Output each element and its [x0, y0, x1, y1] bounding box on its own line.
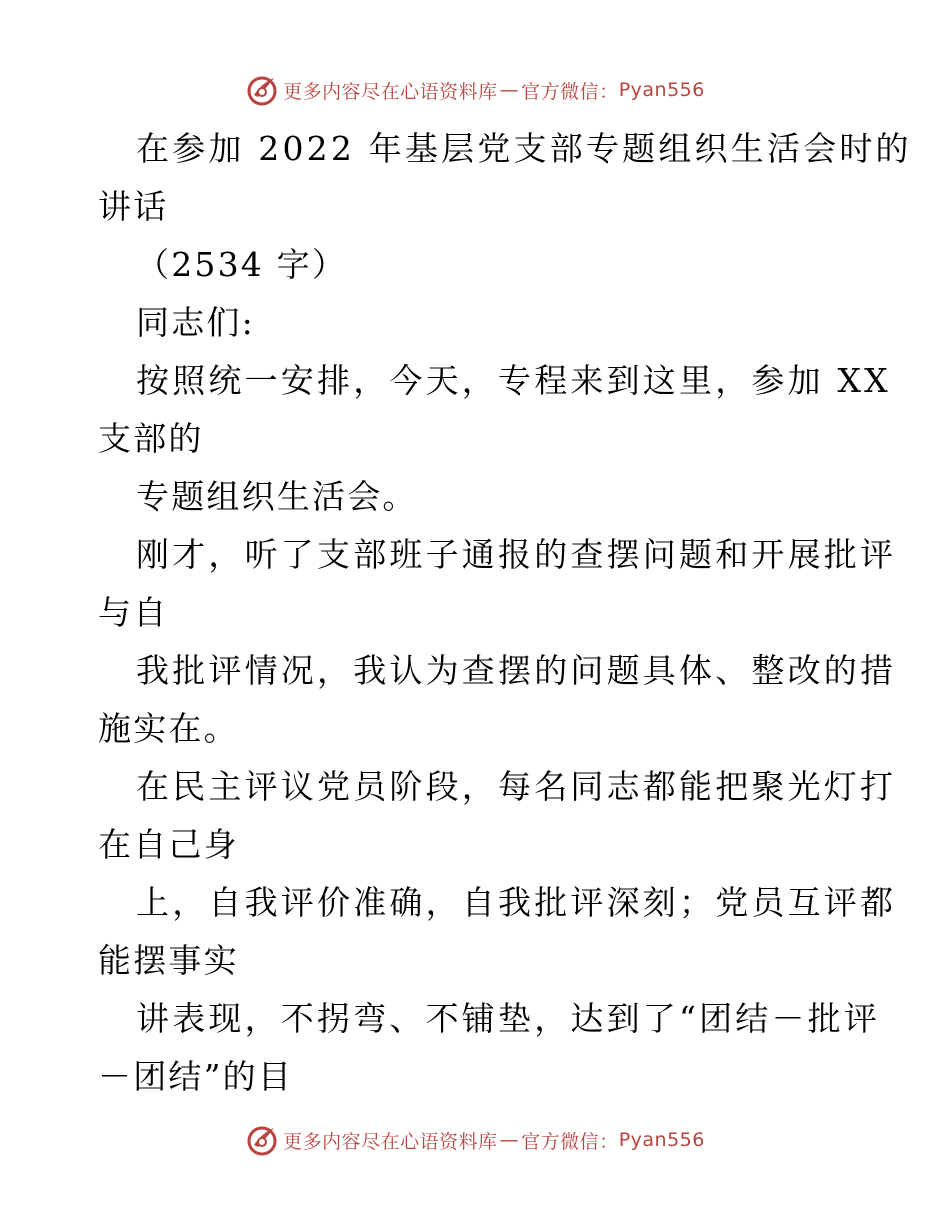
paragraph-line: 在民主评议党员阶段，每名同志都能把聚光灯打: [136, 767, 897, 806]
title-line-2: 讲话: [98, 187, 169, 226]
paragraph-line: 施实在。: [98, 709, 239, 748]
paragraph-line: －团结”的目: [98, 1057, 294, 1096]
header-watermark: [0, 70, 950, 110]
brush-logo-icon: [245, 1123, 279, 1157]
document-body: [98, 120, 912, 1106]
footer-watermark: [0, 1120, 950, 1160]
paragraph-line: 讲表现，不拐弯、不铺垫，达到了“团结－批评: [136, 999, 881, 1038]
banner-text: 更多内容尽在心语资料库: [283, 1130, 498, 1153]
brush-logo-icon: [245, 73, 279, 107]
banner-handle: Pyan556: [618, 1129, 705, 1151]
paragraph-line: 在自己身: [98, 825, 239, 864]
paragraph-line: 按照统一安排，今天，专程来到这里，参加 XX: [136, 361, 891, 400]
paragraph-line: 能摆事实: [98, 941, 239, 980]
banner-separator: —: [499, 79, 520, 101]
banner-official: 官方微信：: [521, 80, 619, 103]
banner-handle: Pyan556: [618, 79, 705, 101]
paragraph-line: 与自: [98, 593, 169, 632]
paragraph-line: 我批评情况，我认为查摆的问题具体、整改的措: [136, 651, 897, 690]
paragraph-line: 专题组织生活会。: [136, 477, 418, 516]
banner-official: 官方微信：: [521, 1130, 619, 1153]
word-count: （2534 字）: [136, 245, 348, 284]
paragraph-line: 上，自我评价准确，自我批评深刻；党员互评都: [136, 883, 897, 922]
paragraph-line: 刚才，听了支部班子通报的查摆问题和开展批评: [136, 535, 897, 574]
paragraph-line: 支部的: [98, 419, 204, 458]
banner-separator: —: [499, 1129, 520, 1151]
paragraph-line: 同志们:: [136, 303, 255, 342]
banner-text: 更多内容尽在心语资料库: [283, 80, 498, 103]
title-line-1: 在参加 2022 年基层党支部专题组织生活会时的: [136, 129, 912, 168]
